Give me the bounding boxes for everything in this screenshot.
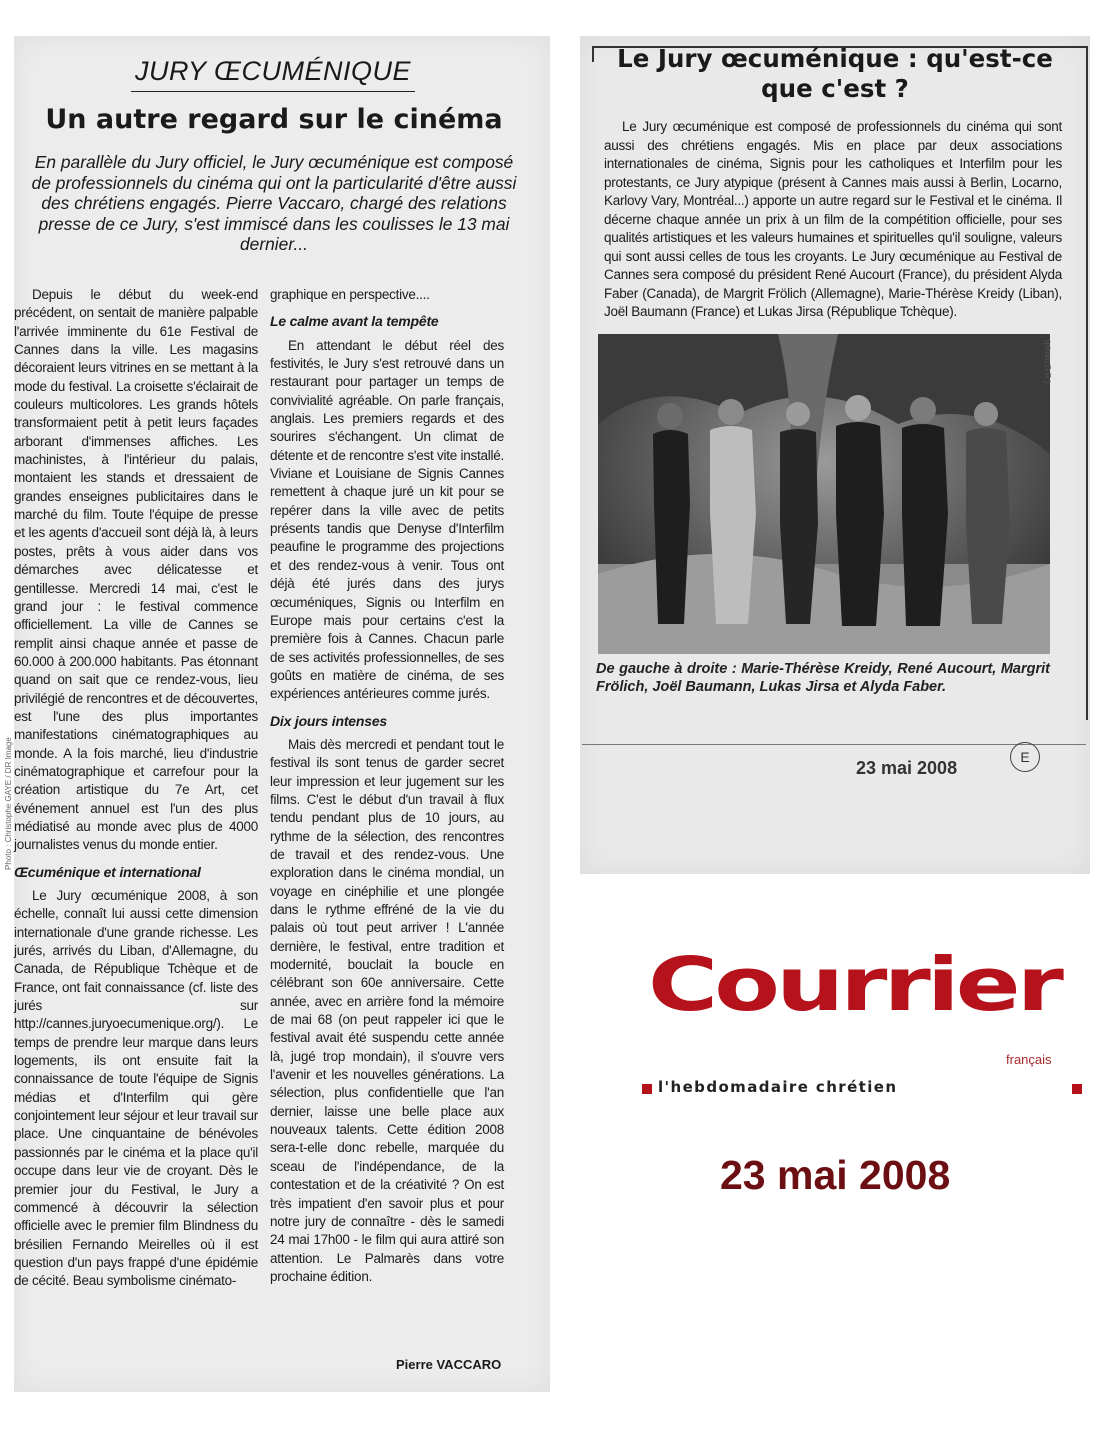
paragraph: graphique en perspective.... (270, 287, 430, 302)
tagline-text: l'hebdomadaire chrétien (658, 1078, 898, 1096)
sidebar-body: Le Jury œcuménique est composé de professionnels du cinéma qui sont aussi des chrétiens engagés. Mis en place par deux associations internationales de cinéma, Signis pour les catholiques et Interfilm pour les protestants, ce Jury atypique (présent à Cannes mais aussi à Berlin, Locarno, Karlovy Vary, Montréal...) apporte un autre regard sur le Festival et le cinéma. Il décerne chaque année un prix à un film de la compétition officielle, pour ses qualités artistiques et les valeurs humaines et spirituelles qu'il souligne, valeurs qui sont aussi celles de tous les croyants. Le Jury œcuménique au Festival de Cannes sera composé du président René Aucourt (France), du président Alyda Faber (Canada), de Margrit Frölich (Allemagne), Marie-Thérèse Kreidy (Liban), Joël Baumann (France) et Lukas Jirsa (République Tchèque). (604, 119, 1062, 319)
section-label: JURY ŒCUMÉNIQUE (131, 56, 415, 92)
edition-date: 23 mai 2008 (720, 1152, 951, 1198)
page-letter: E (1010, 742, 1040, 772)
paragraph: Depuis le début du week-end précédent, on sentait de manière palpable l'arrivée imminente du 61e Festival de Cannes dans la ville. Les magasins décoraient leurs vitrines en se mettant à la mode du festival. La croisette s'éclairait de couleurs multicolores. Les grands hôtels transformaient petit à petit leurs façades arborant d'immenses affiches. Les machinistes, à l'intérieur du palais, montaient les stands et dressaient de grandes enseignes publicitaires dans le marché du film. Toute l'équipe de presse et les agents d'accueil sont déjà là, à leurs postes, prêts à vous aider dans vos démarches avec délicatesse et gentillesse. Mercredi 14 mai, c'est le grand jour : le festival commence officiellement. La ville de Cannes se remplit ainsi chaque année et passe de 60.000 à 200.000 habitants. Pas étonnant quand on sait que ce rendez-vous, lieu privilégié de rencontres et de découvertes, est l'une des plus importantes manifestations cinématographiques au monde. A la fois marché, lieu d'industrie cinématographique et carrefour pour la création artistique du 7e Art, cet événement annuel est l'un des plus médiatisé au monde avec plus de 4000 journalistes venus du monde entier. (14, 287, 258, 853)
subheading: Dix jours intenses (270, 712, 387, 729)
paragraph: En attendant le début réel des festivités, le Jury s'est retrouvé dans un restaurant pour partager un temps de convivialité agréable. On parle français, anglais. Les premiers regards et des sourires s'échangent. Un climat de détente et de rencontre s'est vite installé. Viviane et Louisiane de Signis Cannes remettent à chaque juré un kit pour se repérer dans la ville avec de petits présents tandis que Denyse d'Interfilm peaufine le programme des projections et des rendez-vous à venir. Tous ont déjà été jurés dans des jurys œcuméniques, Signis ou Interfilm en Europe mais pour certains c'est la première fois à Cannes. Chacun parle de ses activités professionnelles, de ses goûts en matière de cinéma, de ses expériences antérieures comme jurés. (270, 337, 504, 702)
article-column-1 (14, 286, 258, 1291)
jury-group-photo (598, 334, 1050, 654)
logo-wordmark: Courrier (648, 954, 1065, 1018)
article-lead: En parallèle du Jury officiel, le Jury œcuménique est composé de professionnels du cinéma qui ont la particularité d'être aussi des chrétiens engagés. Pierre Vaccaro, chargé des relations presse de ce Jury, s'est immiscé dans les coulisses le 13 mai dernier... (31, 152, 517, 254)
publication-date: 23 mai 2008 (856, 758, 958, 778)
divider (582, 744, 1086, 745)
paragraph: Mais dès mercredi et pendant tout le festival ils sont tenus de garder secret leur impression et leur jugement sur les films. C'est le début d'un travail à flux tendu pendant plus de 10 jours, au rythme de la sélection, des rencontres de travail et des rendez-vous. Une exploration dans le cinéma mondial, un voyage en cinéphilie et une plongée dans le rythme effréné de la vie du palais où tout peut arriver ! L'année dernière, le festival, entre tradition et modernité, bouclait la boucle en célébrant son 60e anniversaire. Cette année, avec en arrière fond la mémoire de mai 68 (on peut rappeler ici que le festival avait été suspendu cette année là, jugé trop mondain), il s'ouvre vers l'avenir et les nouvelles générations. La sélection, plus confidentielle que l'an dernier, laisse une belle place aux nouveaux talents. Cette édition 2008 sera-t-elle donc rebelle, marquée du sceau de l'indépendance, de la contestation et de la créativité ? On est très impatient d'en savoir plus et pour notre jury de connaître - dès le samedi 24 mai 17h00 - le film qui aura attiré son attention. Le Palmarès dans votre prochaine édition. (270, 736, 504, 1284)
tagline-bar (1072, 1084, 1082, 1094)
article-column-2 (270, 286, 504, 1286)
photo-credit: (photo D.R.) (1043, 340, 1052, 384)
paragraph: Le Jury œcuménique 2008, à son échelle, connaît lui aussi cette dimension internationale d'une grande richesse. Les jurés, arrivés du Liban, d'Allemagne, du Canada, de République Tchèque et de France, ont fait connaissance (cf. liste des jurés sur http://cannes.juryoecumenique.org/). Le temps de prendre leur marque dans leurs logements, ils ont ensuite fait la connaissance de toute l'équipe de Signis médias et d'Interfilm qui gère conjointement leur séjour et leur travail sur place. Une cinquantaine de bénévoles passionnés par le cinéma et la place qu'il occupe dans leur vie de croyant. Dès le premier jour du Festival, le Jury a commencé à découvrir la sélection officielle avec le premier film Blindness du brésilien Fernando Meirelles où il est question d'un pays frappé d'une épidémie de cécité. Beau symbolisme cinémato- (14, 888, 258, 1289)
tagline-bar (642, 1084, 652, 1094)
logo-subtitle: français (1006, 1052, 1052, 1067)
courrier-logo (648, 954, 1068, 1018)
photo-caption: De gauche à droite : Marie-Thérèse Kreidy, René Aucourt, Margrit Frölich, Joël Baumann, Lukas Jirsa et Alyda Faber. (596, 661, 1050, 695)
jury-photo-illustration (598, 334, 1050, 654)
tagline (640, 1078, 1086, 1098)
photo-credit: Photo : Christophe GAYE / DR Image (4, 737, 13, 870)
subheading: Le calme avant la tempête (270, 313, 439, 330)
article-headline: Un autre regard sur le cinéma (45, 104, 503, 135)
subheading: Œcuménique et international (14, 863, 201, 880)
frame-corner (592, 46, 602, 62)
sidebar-title: Le Jury œcuménique : qu'est-ce que c'est ? (617, 44, 1053, 103)
author-signature: Pierre VACCARO (396, 1357, 502, 1372)
